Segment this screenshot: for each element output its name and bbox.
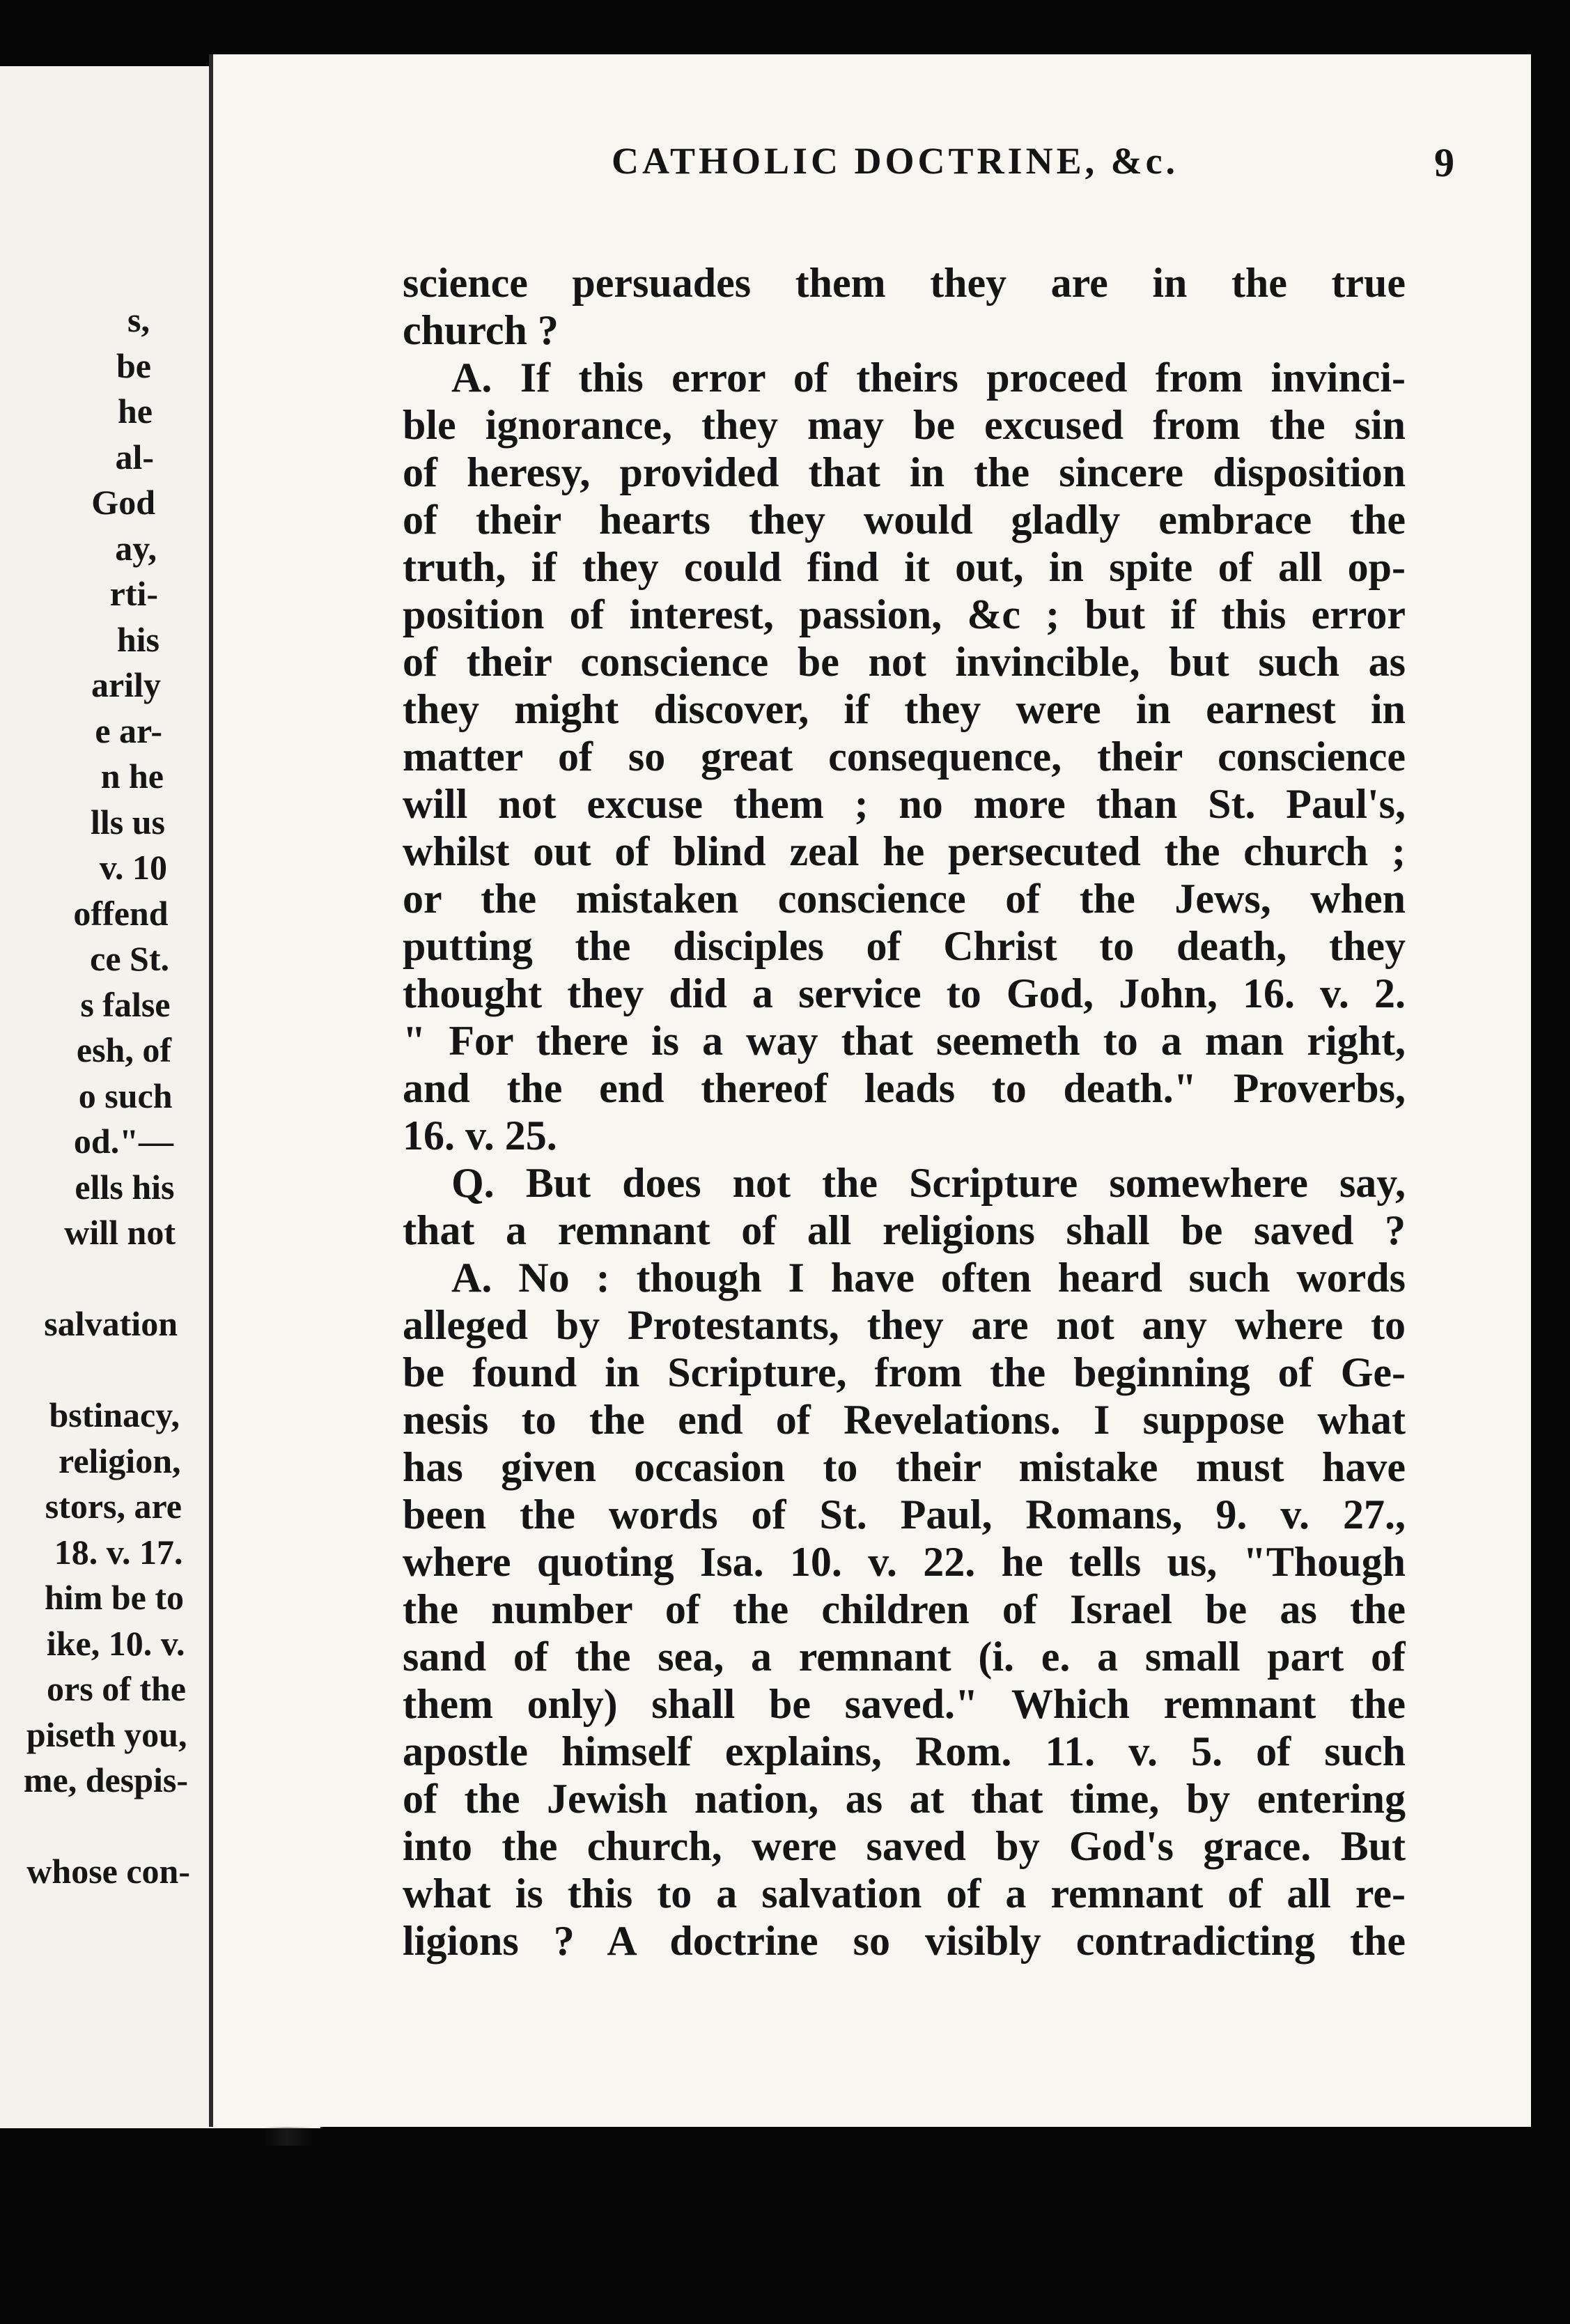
left-page-line: bstinacy,: [49, 1395, 180, 1434]
left-page-line: esh, of: [76, 1030, 171, 1069]
text-line: A. If this error of theirs proceed from invinci-: [451, 355, 1406, 401]
left-page-line: religion,: [59, 1441, 181, 1480]
text-line: " For there is a way that seemeth to a man right,: [403, 1018, 1406, 1064]
text-line: ligions ? A doctrine so visibly contradicting the: [403, 1918, 1406, 1964]
text-line: and the end thereof leads to death." Proverbs,: [403, 1065, 1406, 1111]
text-line: they might discover, if they were in earnest in: [403, 686, 1406, 732]
left-page-line: me, despis-: [23, 1760, 188, 1799]
left-page-line: e ar-: [95, 711, 162, 750]
text-line: science persuades them they are in the true: [403, 260, 1406, 306]
left-page-line: salvation: [44, 1304, 178, 1343]
left-page-line: ells his: [75, 1167, 175, 1207]
left-page-line: al-: [115, 437, 154, 477]
text-line: 16. v. 25.: [403, 1113, 557, 1159]
text-line: A. No : though I have often heard such words: [451, 1255, 1406, 1301]
left-page-line: he: [118, 392, 153, 431]
left-page-line: 18. v. 17.: [54, 1532, 183, 1572]
text-line: of heresy, provided that in the sincere disposition: [403, 449, 1406, 495]
left-page-line: o such: [78, 1076, 173, 1115]
body-text: [403, 259, 1406, 1965]
left-page-line: od."—: [73, 1122, 173, 1161]
text-line: alleged by Protestants, they are not any where to: [403, 1302, 1406, 1348]
text-line: nesis to the end of Revelations. I suppose what: [403, 1397, 1406, 1443]
text-line: putting the disciples of Christ to death, they: [403, 923, 1406, 969]
page-number: 9: [1434, 140, 1454, 185]
left-page-line: ay,: [115, 528, 157, 568]
running-head: CATHOLIC DOCTRINE, &c.: [612, 140, 1179, 182]
left-page-line: arily: [91, 665, 161, 704]
left-page-line: whose con-: [26, 1852, 190, 1891]
left-page-line: ce St.: [90, 939, 169, 978]
left-page-line: stors, are: [45, 1487, 182, 1526]
left-page-line: lls us: [90, 802, 165, 842]
text-line: will not excuse them ; no more than St. Paul's,: [403, 781, 1406, 827]
text-line: thought they did a service to God, John, 16. v. 2.: [403, 970, 1406, 1016]
left-page-line: v. 10: [99, 848, 167, 887]
text-line: that a remnant of all religions shall be saved ?: [403, 1207, 1406, 1253]
left-page-line: offend: [73, 893, 169, 933]
text-line: sand of the sea, a remnant (i. e. a small part of: [403, 1634, 1406, 1680]
text-line: of their conscience be not invincible, but such as: [403, 639, 1406, 685]
text-line: of the Jewish nation, as at that time, by entering: [403, 1776, 1406, 1822]
text-line: or the mistaken conscience of the Jews, when: [403, 876, 1406, 922]
text-line: into the church, were saved by God's grace. But: [403, 1823, 1406, 1869]
left-page-line: ors of the: [47, 1669, 186, 1708]
left-page-line: God: [91, 483, 155, 522]
left-page-line: his: [116, 619, 160, 659]
text-line: truth, if they could find it out, in spite of all op-: [403, 544, 1406, 590]
text-line: be found in Scripture, from the beginning of Ge-: [403, 1349, 1406, 1395]
left-page-line: s,: [127, 300, 150, 339]
left-page-line: him be to: [45, 1578, 184, 1617]
left-page-line: piseth you,: [26, 1714, 187, 1754]
text-line: Q. But does not the Scripture somewhere say,: [451, 1160, 1406, 1206]
left-page-line: n he: [100, 757, 164, 796]
text-line: has given occasion to their mistake must have: [403, 1444, 1406, 1490]
text-line: church ?: [403, 307, 559, 353]
left-page-line: will not: [64, 1213, 176, 1252]
left-page-line: ike, 10. v.: [46, 1623, 185, 1663]
text-line: where quoting Isa. 10. v. 22. he tells us, "Though: [403, 1539, 1406, 1585]
left-page-line: rti-: [109, 574, 158, 613]
left-page-line: s false: [80, 984, 171, 1024]
text-line: position of interest, passion, &c ; but if this error: [403, 591, 1406, 637]
text-line: matter of so great consequence, their conscience: [403, 734, 1406, 780]
text-line: the number of the children of Israel be as the: [403, 1586, 1406, 1632]
left-page-line: be: [116, 346, 151, 385]
text-line: what is this to a salvation of a remnant of all re-: [403, 1870, 1406, 1916]
text-line: whilst out of blind zeal he persecuted the church ;: [403, 828, 1406, 874]
page-header: [403, 139, 1454, 195]
text-line: ble ignorance, they may be excused from the sin: [403, 402, 1406, 448]
text-line: them only) shall be saved." Which remnant the: [403, 1681, 1406, 1727]
text-line: of their hearts they would gladly embrace the: [403, 497, 1406, 543]
text-line: apostle himself explains, Rom. 11. v. 5. of such: [403, 1728, 1406, 1774]
text-line: been the words of St. Paul, Romans, 9. v. 27.,: [403, 1492, 1406, 1537]
